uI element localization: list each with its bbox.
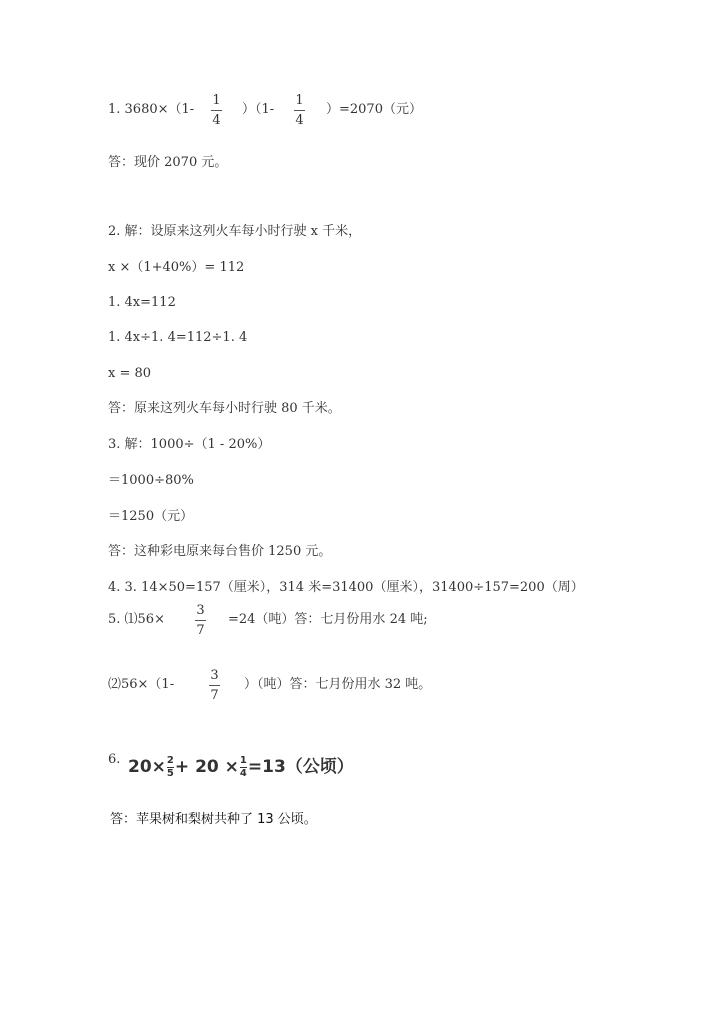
q6-expr-a: 20× (128, 757, 166, 777)
q2-line-3: 1. 4x=112 (108, 295, 176, 310)
q1-fraction-2 (294, 93, 305, 128)
q6-fraction-2-denominator: 4 (239, 767, 247, 779)
q2-line-2: x ×（1+40%）= 112 (108, 260, 245, 275)
q1-mid: ）（1- (242, 102, 275, 117)
q5-part-2-suffix: ）（吨）答：七月份用水 32 吨。 (244, 677, 432, 692)
q3-line-3: ＝1250（元） (108, 509, 194, 524)
q4-line: 4. 3. 14×50=157（厘米），314 米=31400（厘米），31400÷157=200（周） (108, 580, 584, 595)
fraction-bar (195, 620, 206, 621)
q5-part-1-prefix: 5. ⑴56× (108, 612, 165, 627)
fraction-bar (294, 110, 305, 111)
q2-line-5: x = 80 (108, 366, 152, 381)
q1-prefix: 1. 3680×（1- (108, 102, 195, 117)
q6-fraction-1-denominator: 5 (166, 767, 174, 779)
q5-part-2-fraction (209, 668, 220, 703)
q6-number: 6. (108, 752, 121, 767)
q2-line-4: 1. 4x÷1. 4=112÷1. 4 (108, 330, 248, 345)
q5-part-1-suffix: =24（吨）答：七月份用水 24 吨; (228, 612, 428, 627)
q3-answer: 答：这种彩电原来每台售价 1250 元。 (108, 544, 332, 559)
q1-fraction-1-denominator: 4 (212, 113, 221, 128)
q5-part-1-fraction (195, 603, 206, 638)
q1-fraction-2-denominator: 4 (295, 113, 304, 128)
q6-fraction-2 (240, 756, 247, 779)
q6-answer: 答：苹果树和梨树共种了 13 公顷。 (110, 812, 317, 827)
q2-line-1: 2. 解：设原来这列火车每小时行驶 x 千米， (108, 224, 362, 239)
q1-fraction-1-numerator: 1 (212, 93, 221, 108)
fraction-bar (211, 110, 222, 111)
q5-part-2-fraction-numerator: 3 (210, 668, 219, 683)
q6-fraction-2-numerator: 1 (239, 754, 247, 766)
q5-part-2-fraction-denominator: 7 (210, 688, 219, 703)
fraction-bar (209, 685, 220, 686)
q1-answer: 答：现价 2070 元。 (108, 155, 228, 170)
q5-part-1-fraction-denominator: 7 (196, 623, 205, 638)
q6-equation (128, 752, 354, 779)
q3-line-1: 3. 解：1000÷（1 - 20%） (108, 437, 271, 452)
q6-fraction-1-numerator: 2 (166, 754, 174, 766)
q2-answer: 答：原来这列火车每小时行驶 80 千米。 (108, 401, 341, 416)
q1-fraction-1 (211, 93, 222, 128)
q6-fraction-1 (167, 756, 174, 779)
q5-part-1-fraction-numerator: 3 (196, 603, 205, 618)
q6-expr-c: =13（公顷） (247, 757, 354, 777)
q5-part-2-prefix: ⑵56×（1- (108, 677, 175, 692)
q3-line-2: ＝1000÷80% (108, 473, 194, 488)
q6-expr-b: + 20 × (174, 757, 239, 777)
q1-suffix: ）=2070（元） (326, 102, 422, 117)
q1-fraction-2-numerator: 1 (295, 93, 304, 108)
